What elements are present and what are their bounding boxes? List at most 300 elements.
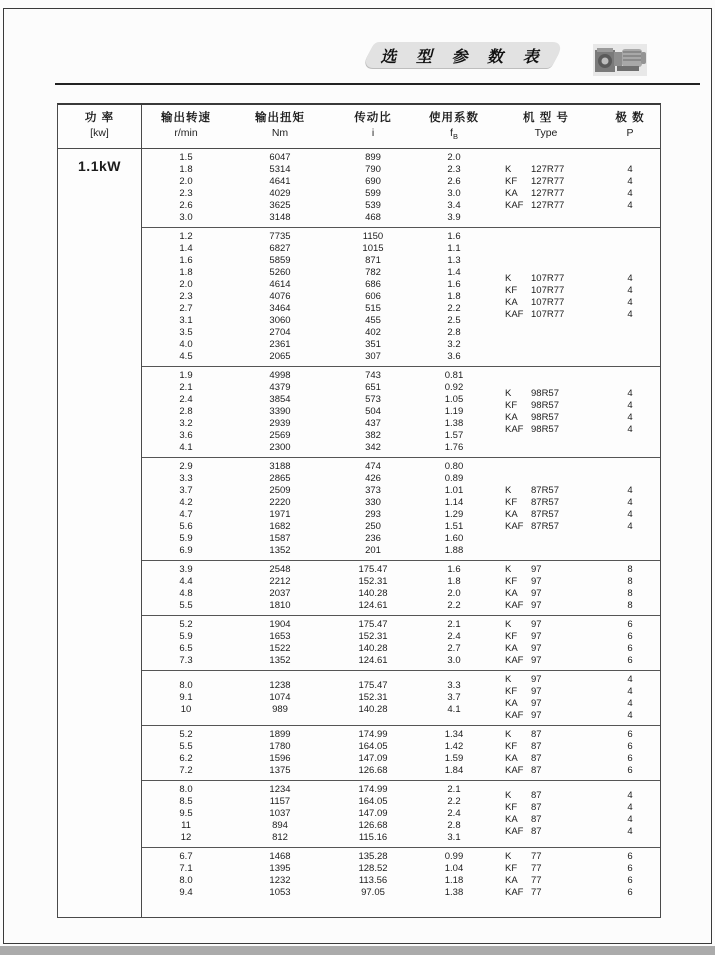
model-type [492,875,600,887]
page-bottom-edge [0,946,715,955]
speed-value: 1.2 [179,231,193,243]
speed-value: 1.9 [179,370,193,382]
pole-count: 4 [627,273,633,285]
speed-value: 2.9 [179,461,193,473]
ratio-value: 686 [365,279,381,291]
pole-count: 4 [627,188,633,200]
type-pole-row [492,309,660,321]
model-size: 87 [531,814,542,826]
gearmotor-photo [592,40,648,78]
fb-value: 0.89 [444,473,464,485]
torque-value: 1522 [269,643,291,655]
model-size: 127R77 [531,176,565,188]
model-type [492,576,600,588]
model-type [492,273,600,285]
model-size: 127R77 [531,188,565,200]
speed-value: 3.5 [179,327,193,339]
speed-value: 2.7 [179,303,193,315]
torque-value: 2361 [269,339,291,351]
fb-value: 2.7 [447,643,461,655]
model-type [492,753,600,765]
ratio-value: 164.05 [358,741,388,753]
pole-count: 4 [627,200,633,212]
ratio-value: 651 [365,382,381,394]
speed-value: 5.9 [179,533,193,545]
ratio-value: 113.56 [358,875,388,887]
torque-value: 894 [272,820,288,832]
speed-value: 4.8 [179,588,193,600]
model-prefix: KAF [505,710,524,722]
model-type [492,297,600,309]
speed-value: 8.5 [179,796,193,808]
ratio-column [330,619,416,667]
speed-value: 1.6 [179,255,193,267]
model-size: 77 [531,875,542,887]
model-type [492,521,600,533]
gear-series-block [142,366,660,457]
model-type [492,188,600,200]
torque-column [230,729,330,777]
speed-value: 2.1 [179,382,193,394]
model-prefix: K [505,485,512,497]
torque-value: 1653 [269,631,291,643]
type-pole-row [492,741,660,753]
type-pole-row [492,424,660,436]
type-pole-row [492,497,660,509]
model-type [492,765,600,777]
ratio-value: 539 [365,200,381,212]
model-size: 87 [531,729,542,741]
torque-column [230,619,330,667]
type-pole-section [492,485,660,533]
ratio-value: 382 [365,430,381,442]
type-pole-row [492,643,660,655]
ratio-value: 402 [365,327,381,339]
model-prefix: KA [505,698,518,710]
torque-value: 4641 [269,176,291,188]
model-size: 97 [531,631,542,643]
torque-value: 3464 [269,303,291,315]
fb-value: 1.04 [444,863,464,875]
ratio-value: 690 [365,176,381,188]
torque-value: 5260 [269,267,291,279]
ratio-value: 164.05 [358,796,388,808]
model-type [492,802,600,814]
speed-value: 1.8 [179,164,193,176]
model-size: 87 [531,790,542,802]
speed-column [142,152,230,224]
model-size: 77 [531,851,542,863]
speed-value: 5.5 [179,600,193,612]
torque-value: 1352 [269,655,291,667]
torque-value: 1234 [269,784,291,796]
torque-value: 6047 [269,152,291,164]
model-type [492,485,600,497]
speed-column [142,619,230,667]
pole-count: 8 [627,576,633,588]
pole-count: 8 [627,564,633,576]
model-type [492,412,600,424]
model-prefix: KAF [505,887,524,899]
fb-value: 2.2 [447,600,461,612]
torque-value: 2704 [269,327,291,339]
pole-count: 4 [627,686,633,698]
ratio-value: 743 [365,370,381,382]
torque-value: 1780 [269,741,291,753]
type-pole-row [492,588,660,600]
model-prefix: K [505,790,512,802]
pole-count: 4 [627,710,633,722]
model-prefix: KF [505,741,518,753]
torque-value: 1596 [269,753,291,765]
speed-value: 1.5 [179,152,193,164]
model-type [492,564,600,576]
type-pole-section [492,564,660,612]
model-prefix: KA [505,509,518,521]
speed-value: 8.0 [179,680,193,692]
torque-value: 3188 [269,461,291,473]
fb-value: 1.4 [447,267,461,279]
speed-value: 4.1 [179,442,193,454]
ratio-value: 474 [365,461,381,473]
header-output-speed: 输出转速 r/min [161,112,211,139]
torque-value: 3390 [269,406,291,418]
fb-value: 1.14 [444,497,464,509]
model-type [492,887,600,899]
speed-value: 4.4 [179,576,193,588]
torque-column [230,680,330,716]
type-pole-row [492,521,660,533]
speed-value: 4.5 [179,351,193,363]
model-size: 97 [531,564,542,576]
fb-column [416,784,492,844]
torque-value: 1352 [269,545,291,557]
speed-value: 3.2 [179,418,193,430]
model-size: 97 [531,674,542,686]
pole-count: 4 [627,309,633,321]
torque-value: 2939 [269,418,291,430]
model-type [492,164,600,176]
type-pole-section [492,273,660,321]
type-pole-row [492,576,660,588]
model-type [492,729,600,741]
ratio-value: 126.68 [358,765,388,777]
ratio-value: 152.31 [358,631,388,643]
fb-value: 2.0 [447,588,461,600]
model-type [492,710,600,722]
model-type [492,686,600,698]
fb-value: 1.51 [444,521,464,533]
model-size: 97 [531,686,542,698]
pole-count: 6 [627,729,633,741]
fb-value: 2.6 [447,176,461,188]
ratio-value: 455 [365,315,381,327]
torque-column [230,231,330,363]
model-prefix: KAF [505,200,524,212]
model-type [492,285,600,297]
model-prefix: K [505,851,512,863]
model-type [492,631,600,643]
pole-count: 6 [627,863,633,875]
model-type [492,698,600,710]
fb-value: 2.3 [447,164,461,176]
ratio-value: 599 [365,188,381,200]
pole-count: 4 [627,400,633,412]
model-size: 97 [531,710,542,722]
model-size: 98R57 [531,412,559,424]
torque-value: 1157 [269,796,291,808]
torque-value: 1037 [269,808,291,820]
type-pole-row [492,851,660,863]
fb-value: 1.8 [447,291,461,303]
ratio-value: 373 [365,485,381,497]
fb-value: 2.0 [447,152,461,164]
speed-value: 10 [180,704,192,716]
speed-column [142,461,230,557]
type-pole-section [492,164,660,212]
ratio-column [330,152,416,224]
ratio-column [330,370,416,454]
torque-value: 4998 [269,370,291,382]
type-pole-row [492,863,660,875]
type-pole-row [492,400,660,412]
torque-value: 2569 [269,430,291,442]
model-prefix: KF [505,400,518,412]
fb-value: 2.5 [447,315,461,327]
speed-value: 6.5 [179,643,193,655]
model-prefix: KF [505,802,518,814]
fb-column [416,851,492,899]
type-pole-row [492,698,660,710]
fb-column [416,680,492,716]
fb-value: 1.6 [447,231,461,243]
speed-value: 1.8 [179,267,193,279]
fb-value: 3.1 [447,832,461,844]
model-type [492,863,600,875]
ratio-value: 790 [365,164,381,176]
fb-value: 3.3 [447,680,461,692]
fb-value: 1.6 [447,564,461,576]
gear-series-block [142,847,660,917]
pole-count: 4 [627,674,633,686]
type-pole-row [492,297,660,309]
model-prefix: KF [505,176,518,188]
speed-value: 5.2 [179,619,193,631]
model-size: 97 [531,655,542,667]
pole-count: 6 [627,655,633,667]
speed-value: 1.4 [179,243,193,255]
model-size: 97 [531,619,542,631]
speed-value: 5.9 [179,631,193,643]
model-size: 87R57 [531,521,559,533]
ratio-value: 152.31 [358,576,388,588]
model-size: 127R77 [531,164,565,176]
model-type [492,497,600,509]
header-ratio: 传动比 i [354,112,392,139]
pole-count: 4 [627,424,633,436]
model-prefix: K [505,729,512,741]
speed-value: 2.0 [179,279,193,291]
fb-value: 1.34 [444,729,464,741]
torque-value: 1375 [269,765,291,777]
torque-value: 2220 [269,497,291,509]
fb-value: 1.42 [444,741,464,753]
speed-value: 7.2 [179,765,193,777]
type-pole-row [492,200,660,212]
torque-value: 2212 [269,576,291,588]
fb-value: 3.7 [447,692,461,704]
torque-column [230,461,330,557]
torque-value: 4614 [269,279,291,291]
torque-value: 1232 [269,875,291,887]
fb-value: 0.81 [444,370,464,382]
fb-value: 0.80 [444,461,464,473]
pole-count: 4 [627,814,633,826]
model-size: 98R57 [531,388,559,400]
fb-value: 0.92 [444,382,464,394]
title-underline [55,83,700,85]
gear-series-block [142,670,660,725]
torque-value: 3854 [269,394,291,406]
ratio-value: 437 [365,418,381,430]
model-size: 77 [531,887,542,899]
model-prefix: K [505,273,512,285]
speed-column [142,564,230,612]
fb-value: 3.0 [447,188,461,200]
speed-value: 6.9 [179,545,193,557]
ratio-column [330,461,416,557]
ratio-value: 126.68 [358,820,388,832]
model-size: 97 [531,600,542,612]
model-prefix: KF [505,631,518,643]
ratio-column [330,851,416,899]
model-type [492,851,600,863]
fb-value: 0.99 [444,851,464,863]
speed-value: 11 [181,820,191,832]
type-pole-row [492,765,660,777]
type-pole-row [492,188,660,200]
fb-column [416,152,492,224]
torque-value: 2548 [269,564,291,576]
fb-value: 1.60 [444,533,464,545]
ratio-value: 782 [365,267,381,279]
model-size: 97 [531,643,542,655]
model-type [492,814,600,826]
selection-parameter-table [57,103,661,918]
model-prefix: KF [505,686,518,698]
header-poles: 极 数 P [615,112,645,139]
torque-value: 1074 [269,692,291,704]
power-column [58,149,142,917]
torque-value: 3625 [269,200,291,212]
speed-value: 6.2 [179,753,193,765]
fb-value: 1.84 [444,765,464,777]
speed-value: 3.3 [179,473,193,485]
type-pole-section [492,388,660,436]
page-title: 选 型 参 数 表 [380,46,546,66]
table-body [58,149,660,917]
pole-count: 6 [627,619,633,631]
ratio-value: 871 [365,255,381,267]
speed-value: 3.0 [179,212,193,224]
torque-value: 2037 [269,588,291,600]
model-type [492,619,600,631]
gear-series-block [142,780,660,847]
torque-value: 5859 [269,255,291,267]
speed-value: 2.3 [179,188,193,200]
type-pole-section [492,729,660,777]
speed-value: 2.0 [179,176,193,188]
ratio-column [330,680,416,716]
ratio-value: 124.61 [358,655,388,667]
table-body-blocks [142,149,660,917]
ratio-value: 606 [365,291,381,303]
speed-value: 7.3 [179,655,193,667]
type-pole-row [492,875,660,887]
model-prefix: KAF [505,600,524,612]
speed-value: 6.7 [179,851,193,863]
fb-column [416,231,492,363]
type-pole-section [492,619,660,667]
torque-value: 4076 [269,291,291,303]
model-type [492,424,600,436]
ratio-value: 147.09 [358,808,388,820]
model-type [492,826,600,838]
fb-value: 2.1 [447,619,461,631]
title-banner [368,42,558,68]
torque-value: 1899 [269,729,291,741]
type-pole-row [492,814,660,826]
type-pole-section [492,790,660,838]
torque-value: 989 [272,704,288,716]
pole-count: 6 [627,887,633,899]
pole-count: 4 [627,698,633,710]
fb-value: 3.9 [447,212,461,224]
fb-value: 2.4 [447,808,461,820]
pole-count: 4 [627,164,633,176]
model-size: 87 [531,826,542,838]
pole-count: 4 [627,826,633,838]
ratio-value: 140.28 [358,643,388,655]
model-prefix: KA [505,588,518,600]
type-pole-row [492,509,660,521]
fb-value: 3.2 [447,339,461,351]
model-type [492,600,600,612]
fb-value: 2.8 [447,820,461,832]
model-prefix: KAF [505,309,524,321]
model-size: 87R57 [531,497,559,509]
ratio-value: 236 [365,533,381,545]
pole-count: 4 [627,509,633,521]
fb-value: 1.1 [447,243,461,255]
ratio-value: 174.99 [358,784,388,796]
type-pole-row [492,826,660,838]
type-pole-row [492,674,660,686]
type-pole-row [492,176,660,188]
model-prefix: K [505,164,512,176]
fb-value: 1.29 [444,509,464,521]
model-size: 97 [531,576,542,588]
model-prefix: K [505,619,512,631]
pole-count: 6 [627,753,633,765]
torque-value: 2865 [269,473,291,485]
speed-value: 8.0 [179,784,193,796]
model-type [492,588,600,600]
type-pole-row [492,686,660,698]
model-prefix: KAF [505,826,524,838]
fb-value: 1.6 [447,279,461,291]
fb-value: 1.8 [447,576,461,588]
